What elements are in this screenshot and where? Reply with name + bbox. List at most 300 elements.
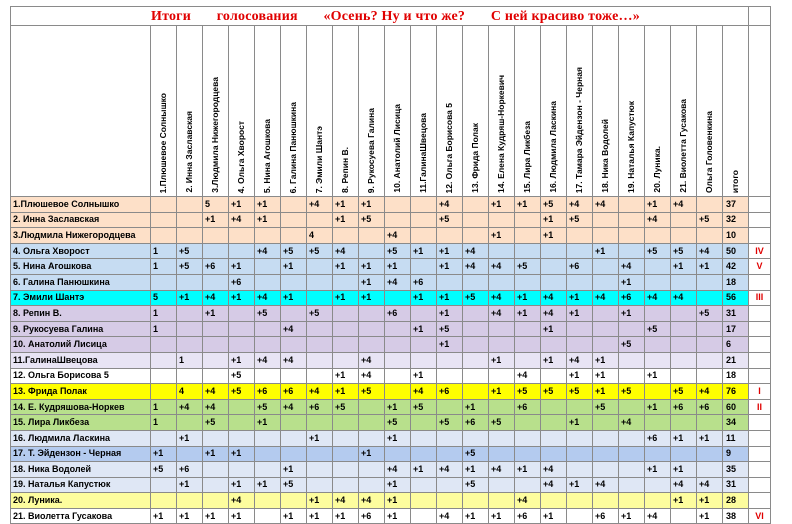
vote-cell: +5 [567, 384, 593, 400]
vote-cell: +1 [281, 290, 307, 306]
vote-cell [255, 430, 281, 446]
vote-cell [177, 306, 203, 322]
vote-cell [671, 212, 697, 228]
column-header [437, 26, 463, 197]
vote-cell: +1 [359, 290, 385, 306]
vote-cell: +4 [671, 197, 697, 213]
vote-cell [359, 462, 385, 478]
vote-cell: +5 [359, 384, 385, 400]
vote-cell [697, 352, 723, 368]
column-header [333, 26, 359, 197]
vote-cell: +1 [489, 197, 515, 213]
vote-cell [645, 274, 671, 290]
vote-cell: +1 [203, 446, 229, 462]
place-cell [749, 477, 771, 493]
vote-cell: +5 [281, 477, 307, 493]
vote-cell: +1 [541, 352, 567, 368]
vote-cell [541, 430, 567, 446]
total-cell: 32 [723, 212, 749, 228]
vote-cell [645, 337, 671, 353]
place-cell [749, 212, 771, 228]
vote-cell: 1 [177, 352, 203, 368]
vote-cell: +1 [619, 274, 645, 290]
vote-cell: +1 [333, 197, 359, 213]
vote-cell: +1 [437, 259, 463, 275]
vote-cell: +5 [541, 384, 567, 400]
vote-cell [541, 446, 567, 462]
vote-cell: +1 [489, 352, 515, 368]
vote-cell [645, 446, 671, 462]
vote-cell [177, 197, 203, 213]
vote-cell [151, 384, 177, 400]
vote-cell: +6 [515, 508, 541, 524]
vote-cell [255, 337, 281, 353]
vote-cell [541, 337, 567, 353]
vote-cell [541, 368, 567, 384]
total-cell: 21 [723, 352, 749, 368]
vote-cell [177, 228, 203, 244]
vote-cell [515, 274, 541, 290]
vote-cell: +1 [385, 508, 411, 524]
vote-cell: +1 [645, 197, 671, 213]
vote-cell [645, 415, 671, 431]
vote-cell [281, 337, 307, 353]
vote-cell [541, 415, 567, 431]
vote-cell: +1 [229, 446, 255, 462]
participant-name: 18. Ника Водолей [11, 462, 151, 478]
vote-cell: +4 [697, 384, 723, 400]
column-header-label: 21. Виолетта Гусакова [678, 99, 688, 193]
vote-cell [437, 399, 463, 415]
vote-cell: +5 [671, 384, 697, 400]
vote-cell: +4 [645, 290, 671, 306]
vote-cell: +4 [333, 493, 359, 509]
vote-cell [593, 430, 619, 446]
vote-cell [489, 399, 515, 415]
vote-cell: +5 [203, 415, 229, 431]
vote-cell [437, 446, 463, 462]
vote-cell [307, 259, 333, 275]
vote-cell: +5 [437, 212, 463, 228]
vote-cell [307, 462, 333, 478]
vote-cell [203, 462, 229, 478]
participant-name: 4. Ольга Хворост [11, 243, 151, 259]
vote-cell [463, 368, 489, 384]
vote-cell [151, 212, 177, 228]
vote-cell [411, 446, 437, 462]
vote-cell [229, 337, 255, 353]
column-header [541, 26, 567, 197]
vote-cell: +5 [437, 415, 463, 431]
vote-cell: +1 [333, 368, 359, 384]
vote-cell [359, 306, 385, 322]
vote-cell: +1 [359, 274, 385, 290]
vote-cell: +5 [619, 384, 645, 400]
vote-cell: +5 [515, 259, 541, 275]
place-cell: I [749, 384, 771, 400]
vote-cell: +4 [567, 352, 593, 368]
vote-cell [567, 399, 593, 415]
place-cell: VI [749, 508, 771, 524]
vote-cell: +1 [333, 290, 359, 306]
vote-cell [567, 243, 593, 259]
vote-cell: +1 [307, 430, 333, 446]
vote-cell: +6 [593, 508, 619, 524]
vote-cell [567, 430, 593, 446]
vote-cell: +1 [437, 290, 463, 306]
vote-cell: +1 [229, 197, 255, 213]
vote-cell [645, 259, 671, 275]
participant-name: 21. Виолетта Гусакова [11, 508, 151, 524]
vote-cell [177, 493, 203, 509]
vote-cell: +4 [515, 368, 541, 384]
vote-cell [567, 446, 593, 462]
vote-cell: +1 [671, 430, 697, 446]
column-header-label: 1.Плюшевое Солнышко [158, 92, 168, 193]
vote-cell [541, 399, 567, 415]
vote-cell [203, 493, 229, 509]
vote-cell [697, 415, 723, 431]
vote-cell: +1 [489, 384, 515, 400]
table-row [11, 352, 771, 368]
vote-cell: +1 [515, 306, 541, 322]
vote-cell: +4 [203, 290, 229, 306]
vote-cell [697, 228, 723, 244]
total-cell: 60 [723, 399, 749, 415]
vote-cell: +4 [255, 352, 281, 368]
vote-cell [177, 337, 203, 353]
vote-cell: +1 [567, 477, 593, 493]
vote-cell: +1 [489, 228, 515, 244]
vote-cell [385, 352, 411, 368]
vote-cell: +1 [203, 306, 229, 322]
vote-cell [697, 337, 723, 353]
vote-cell [151, 228, 177, 244]
vote-cell [333, 462, 359, 478]
vote-cell: +4 [541, 306, 567, 322]
vote-cell [281, 212, 307, 228]
header-place-cell [749, 26, 771, 197]
vote-cell: +1 [229, 290, 255, 306]
header-row [11, 26, 771, 197]
vote-cell: +1 [645, 462, 671, 478]
vote-cell: +1 [567, 306, 593, 322]
vote-cell [229, 415, 255, 431]
total-cell: 42 [723, 259, 749, 275]
vote-cell: +1 [593, 243, 619, 259]
vote-cell: +6 [281, 384, 307, 400]
vote-cell: +4 [437, 197, 463, 213]
place-cell: IV [749, 243, 771, 259]
vote-cell: +5 [255, 306, 281, 322]
vote-cell: +1 [567, 368, 593, 384]
vote-cell: +1 [281, 259, 307, 275]
vote-cell: +1 [307, 493, 333, 509]
vote-cell: +4 [437, 462, 463, 478]
vote-cell [437, 352, 463, 368]
vote-cell: +6 [437, 384, 463, 400]
vote-cell [593, 415, 619, 431]
vote-cell [307, 446, 333, 462]
vote-cell: +4 [411, 384, 437, 400]
vote-cell: +5 [151, 462, 177, 478]
vote-cell [385, 446, 411, 462]
vote-cell: 1 [151, 306, 177, 322]
vote-cell: +1 [255, 212, 281, 228]
vote-cell: +6 [229, 274, 255, 290]
vote-cell [515, 477, 541, 493]
vote-cell: +1 [151, 508, 177, 524]
vote-cell: +5 [489, 415, 515, 431]
column-header [697, 26, 723, 197]
page-title [11, 7, 749, 26]
vote-cell: 1 [151, 399, 177, 415]
vote-cell: +5 [541, 197, 567, 213]
table-row [11, 399, 771, 415]
vote-cell [567, 337, 593, 353]
table-row [11, 462, 771, 478]
vote-cell: +1 [177, 290, 203, 306]
vote-cell: +1 [359, 197, 385, 213]
title-part-voting: голосования [216, 8, 298, 24]
vote-cell: +1 [671, 493, 697, 509]
vote-cell [281, 197, 307, 213]
vote-cell [255, 493, 281, 509]
vote-cell [567, 274, 593, 290]
column-header [255, 26, 281, 197]
vote-cell [437, 228, 463, 244]
vote-cell [697, 197, 723, 213]
vote-cell [385, 321, 411, 337]
vote-cell [151, 368, 177, 384]
participant-name: 14. Е. Кудряшова-Норкев [11, 399, 151, 415]
vote-cell: +5 [463, 446, 489, 462]
vote-cell [229, 321, 255, 337]
vote-cell: +1 [177, 508, 203, 524]
vote-cell [671, 306, 697, 322]
total-cell: 31 [723, 477, 749, 493]
column-header-label: 15. Лира Ликбеза [522, 121, 532, 193]
place-cell: V [749, 259, 771, 275]
vote-cell: +6 [463, 415, 489, 431]
vote-cell [515, 337, 541, 353]
vote-cell: +4 [307, 197, 333, 213]
column-header [411, 26, 437, 197]
vote-cell: +1 [359, 259, 385, 275]
vote-cell: +4 [229, 493, 255, 509]
vote-cell: +1 [411, 290, 437, 306]
vote-cell [411, 430, 437, 446]
vote-cell: 4 [177, 384, 203, 400]
vote-cell [619, 321, 645, 337]
vote-cell: +4 [229, 212, 255, 228]
table-row [11, 430, 771, 446]
vote-cell [281, 446, 307, 462]
vote-cell: +1 [541, 212, 567, 228]
table-row [11, 337, 771, 353]
place-cell [749, 274, 771, 290]
participant-name: 20. Луника. [11, 493, 151, 509]
vote-cell [567, 321, 593, 337]
column-header-label: 19. Наталья Капустюк [626, 101, 636, 193]
place-cell [749, 337, 771, 353]
column-header-label: 9. Рукосуева Галина [366, 107, 376, 193]
vote-cell: +1 [697, 430, 723, 446]
vote-cell [307, 415, 333, 431]
participant-name: 3.Людмила Нижегородцева [11, 228, 151, 244]
participant-name: 5. Нина Агошкова [11, 259, 151, 275]
vote-cell: 1 [151, 321, 177, 337]
vote-cell [671, 368, 697, 384]
vote-cell [645, 352, 671, 368]
vote-cell: +1 [411, 368, 437, 384]
vote-cell [515, 446, 541, 462]
column-header-label: итого [730, 169, 740, 193]
vote-cell [645, 228, 671, 244]
vote-cell: +4 [255, 290, 281, 306]
total-cell: 56 [723, 290, 749, 306]
vote-cell [463, 493, 489, 509]
vote-cell [671, 274, 697, 290]
vote-cell [411, 197, 437, 213]
participant-name: 10. Анатолий Лисица [11, 337, 151, 353]
vote-cell: 4 [307, 228, 333, 244]
vote-cell [177, 446, 203, 462]
place-cell: III [749, 290, 771, 306]
vote-cell: +5 [593, 399, 619, 415]
column-header [515, 26, 541, 197]
vote-cell: +1 [515, 290, 541, 306]
vote-cell: +1 [489, 508, 515, 524]
vote-cell [489, 212, 515, 228]
vote-cell [619, 197, 645, 213]
vote-cell: +1 [697, 508, 723, 524]
vote-cell: +1 [203, 212, 229, 228]
column-header [567, 26, 593, 197]
vote-cell: +4 [463, 243, 489, 259]
vote-cell: +1 [619, 306, 645, 322]
vote-cell: +6 [203, 259, 229, 275]
vote-cell [489, 477, 515, 493]
vote-cell [671, 228, 697, 244]
vote-cell [359, 243, 385, 259]
vote-cell [255, 462, 281, 478]
vote-cell [619, 493, 645, 509]
vote-cell: +5 [437, 321, 463, 337]
header-corner-cell [11, 26, 151, 197]
vote-cell: +4 [489, 462, 515, 478]
vote-cell: +4 [697, 477, 723, 493]
vote-cell: +1 [515, 462, 541, 478]
vote-cell [333, 306, 359, 322]
participant-name: 7. Эмили Шантэ [11, 290, 151, 306]
vote-cell [593, 259, 619, 275]
vote-cell: +1 [541, 321, 567, 337]
vote-cell: +1 [255, 197, 281, 213]
column-header [281, 26, 307, 197]
table-row [11, 493, 771, 509]
vote-cell: +1 [385, 430, 411, 446]
column-header [593, 26, 619, 197]
vote-cell: +6 [177, 462, 203, 478]
vote-cell [437, 368, 463, 384]
vote-cell: +1 [307, 508, 333, 524]
vote-cell [255, 228, 281, 244]
column-header [229, 26, 255, 197]
vote-cell [385, 337, 411, 353]
vote-cell [359, 337, 385, 353]
vote-cell [463, 384, 489, 400]
column-header-label: 4. Ольга Хворост [236, 120, 246, 193]
vote-cell: +6 [385, 306, 411, 322]
vote-cell [411, 493, 437, 509]
vote-cell [593, 493, 619, 509]
vote-cell: +6 [645, 430, 671, 446]
vote-cell: +1 [177, 430, 203, 446]
place-cell [749, 228, 771, 244]
vote-cell: 5 [151, 290, 177, 306]
vote-cell [697, 274, 723, 290]
vote-cell [515, 243, 541, 259]
vote-cell [281, 415, 307, 431]
vote-cell [281, 228, 307, 244]
vote-cell: +4 [489, 259, 515, 275]
column-header [385, 26, 411, 197]
column-header [645, 26, 671, 197]
vote-cell [489, 321, 515, 337]
vote-cell: +5 [697, 306, 723, 322]
vote-cell [463, 321, 489, 337]
vote-cell [203, 228, 229, 244]
vote-cell [307, 290, 333, 306]
vote-cell [333, 228, 359, 244]
vote-cell: +5 [307, 306, 333, 322]
vote-cell [489, 368, 515, 384]
participant-name: 13. Фрида Полак [11, 384, 151, 400]
table-row [11, 212, 771, 228]
vote-cell: +4 [385, 228, 411, 244]
table-row [11, 508, 771, 524]
vote-cell [411, 306, 437, 322]
vote-cell: +5 [671, 243, 697, 259]
vote-cell: +1 [281, 462, 307, 478]
vote-cell: +1 [541, 228, 567, 244]
vote-cell: +4 [697, 243, 723, 259]
vote-cell [567, 228, 593, 244]
vote-cell [203, 337, 229, 353]
vote-cell [619, 352, 645, 368]
total-cell: 18 [723, 368, 749, 384]
vote-cell: +4 [359, 368, 385, 384]
vote-cell [463, 306, 489, 322]
vote-cell: +1 [281, 508, 307, 524]
vote-cell: +1 [593, 368, 619, 384]
vote-cell [619, 243, 645, 259]
vote-cell [255, 274, 281, 290]
vote-cell [281, 368, 307, 384]
vote-cell: +4 [307, 384, 333, 400]
vote-cell [385, 368, 411, 384]
vote-cell [359, 415, 385, 431]
table-row [11, 259, 771, 275]
column-header-label: 8. Репин В. [340, 147, 350, 193]
vote-cell [281, 306, 307, 322]
vote-cell [593, 274, 619, 290]
vote-cell [281, 493, 307, 509]
vote-cell: +4 [515, 493, 541, 509]
participant-name: 6. Галина Панюшкина [11, 274, 151, 290]
vote-cell [333, 352, 359, 368]
